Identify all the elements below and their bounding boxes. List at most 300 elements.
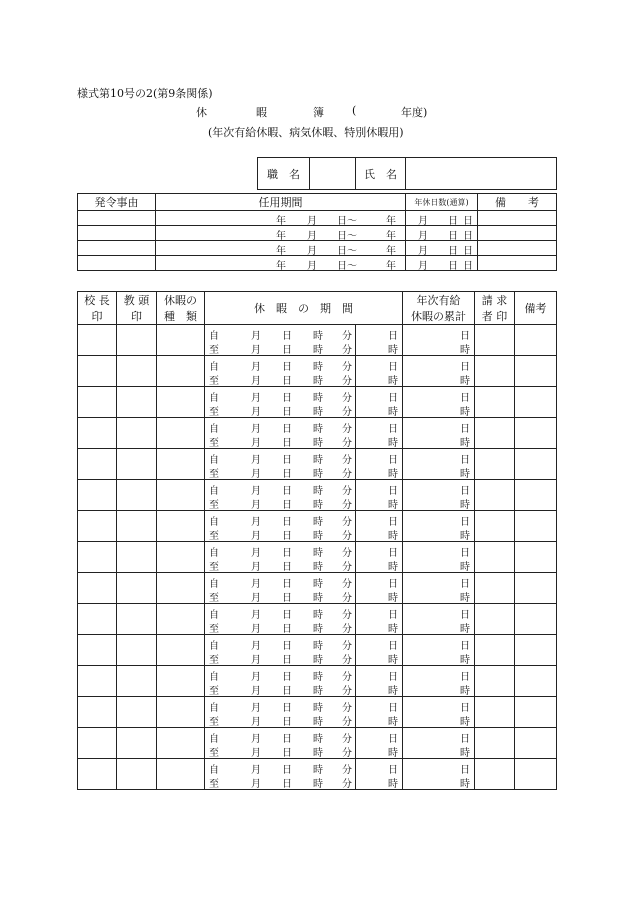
hour-unit: 時 (313, 531, 323, 542)
leave-type-cell[interactable] (157, 356, 205, 387)
hour-unit: 時 (460, 686, 470, 697)
appointment-row (78, 256, 557, 271)
remarks-cell[interactable] (478, 211, 557, 226)
day-unit: 日 (460, 641, 470, 652)
minute-unit: 分 (342, 624, 352, 635)
principal-seal-cell[interactable] (78, 697, 117, 728)
leave-duration-cell[interactable] (356, 480, 403, 511)
day-unit: 日 (282, 641, 292, 652)
leave-type-cell[interactable] (157, 542, 205, 573)
day-unit: 日 (282, 517, 292, 528)
vice-seal-cell[interactable] (117, 666, 157, 697)
day-unit: 日 (282, 703, 292, 714)
requester-seal-cell[interactable] (475, 449, 515, 480)
minute-unit: 分 (342, 655, 352, 666)
hour-unit: 時 (313, 562, 323, 573)
period-token: 年 (386, 261, 396, 272)
col-principal-line2: 印 (91, 310, 103, 323)
form-number: 様式第10号の2(第9条関係) (77, 87, 213, 100)
col-remarks: 備考 (515, 292, 557, 325)
day-unit: 日 (282, 407, 292, 418)
principal-seal-cell[interactable] (78, 480, 117, 511)
cumulative-cell[interactable] (403, 728, 475, 759)
requester-seal-cell[interactable] (475, 542, 515, 573)
requester-seal-cell[interactable] (475, 666, 515, 697)
leave-duration-cell[interactable] (356, 728, 403, 759)
col-principal (78, 292, 117, 325)
leave-type-cell[interactable] (157, 449, 205, 480)
principal-seal-cell[interactable] (78, 728, 117, 759)
requester-seal-cell[interactable] (475, 418, 515, 449)
col-days: 年休日数(通算) (406, 194, 478, 211)
requester-seal-cell[interactable] (475, 325, 515, 356)
leave-type-cell[interactable] (157, 387, 205, 418)
remarks-cell[interactable] (515, 418, 557, 449)
col-leave-type (157, 292, 205, 325)
vice-seal-cell[interactable] (117, 511, 157, 542)
requester-seal-cell[interactable] (475, 480, 515, 511)
hour-unit: 時 (460, 345, 470, 356)
job-title-field[interactable] (310, 158, 356, 190)
vice-seal-cell[interactable] (117, 387, 157, 418)
period-token: 月 (418, 246, 428, 257)
remarks-cell[interactable] (478, 241, 557, 256)
hour-unit: 時 (388, 593, 398, 604)
period-cell[interactable] (156, 226, 458, 242)
leave-duration-cell[interactable] (356, 511, 403, 542)
cumulative-cell[interactable] (403, 418, 475, 449)
vice-seal-cell[interactable] (117, 728, 157, 759)
leave-period-cell[interactable] (205, 759, 356, 790)
leave-row (78, 697, 557, 728)
remarks-cell[interactable] (515, 542, 557, 573)
col-vice-line2: 印 (131, 310, 142, 323)
requester-seal-cell[interactable] (475, 759, 515, 790)
requester-seal-cell[interactable] (475, 573, 515, 604)
remarks-cell[interactable] (515, 511, 557, 542)
day-unit: 日 (463, 231, 473, 242)
requester-seal-cell[interactable] (475, 697, 515, 728)
day-unit: 日 (388, 455, 398, 466)
leave-period-cell[interactable] (205, 728, 356, 759)
vice-seal-cell[interactable] (117, 449, 157, 480)
hour-unit: 時 (313, 331, 323, 342)
reason-cell[interactable] (78, 211, 156, 226)
from-label: 自 (209, 579, 219, 590)
days-cell[interactable] (406, 211, 478, 226)
remarks-cell[interactable] (478, 226, 557, 241)
col-cumulative (403, 292, 475, 325)
leave-row (78, 449, 557, 480)
period-cell[interactable] (156, 241, 458, 257)
name-field[interactable] (406, 158, 557, 190)
leave-duration-cell[interactable] (356, 635, 403, 666)
period-token: 日 (448, 246, 458, 257)
leave-duration-cell[interactable] (356, 542, 403, 573)
day-unit: 日 (460, 734, 470, 745)
day-unit: 日 (282, 424, 292, 435)
hour-unit: 時 (313, 686, 323, 697)
month-unit: 月 (251, 500, 261, 511)
leave-period-cell[interactable] (205, 356, 356, 387)
hour-unit: 時 (313, 765, 323, 776)
day-unit: 日 (388, 734, 398, 745)
vice-seal-cell[interactable] (117, 542, 157, 573)
remarks-cell[interactable] (515, 449, 557, 480)
day-unit: 日 (282, 469, 292, 480)
hour-unit: 時 (313, 624, 323, 635)
period-token: 年 (276, 231, 286, 242)
leave-duration-cell[interactable] (356, 449, 403, 480)
principal-seal-cell[interactable] (78, 604, 117, 635)
day-unit: 日 (388, 641, 398, 652)
hour-unit: 時 (313, 610, 323, 621)
period-token: 日〜 (337, 216, 357, 227)
month-unit: 月 (251, 455, 261, 466)
title-char: 休 (196, 106, 207, 119)
from-label: 自 (209, 331, 219, 342)
day-unit: 日 (282, 593, 292, 604)
cumulative-cell[interactable] (403, 480, 475, 511)
leave-duration-cell[interactable] (356, 325, 403, 356)
remarks-cell[interactable] (515, 697, 557, 728)
cumulative-cell[interactable] (403, 356, 475, 387)
month-unit: 月 (251, 703, 261, 714)
leave-type-cell[interactable] (157, 666, 205, 697)
remarks-cell[interactable] (515, 325, 557, 356)
leave-period-cell[interactable] (205, 573, 356, 604)
to-label: 至 (209, 624, 219, 635)
day-unit: 日 (460, 455, 470, 466)
vice-seal-cell[interactable] (117, 356, 157, 387)
remarks-cell[interactable] (515, 759, 557, 790)
leave-duration-cell[interactable] (356, 604, 403, 635)
to-label: 至 (209, 655, 219, 666)
leave-duration-cell[interactable] (356, 387, 403, 418)
col-requester (475, 292, 515, 325)
leave-row (78, 387, 557, 418)
vice-seal-cell[interactable] (117, 697, 157, 728)
remarks-cell[interactable] (478, 256, 557, 271)
period-cell[interactable] (156, 256, 458, 272)
leave-row (78, 666, 557, 697)
title-char: ( (352, 104, 357, 117)
day-unit: 日 (282, 655, 292, 666)
hour-unit: 時 (313, 672, 323, 683)
hour-unit: 時 (313, 500, 323, 511)
remarks-cell[interactable] (515, 573, 557, 604)
day-unit: 日 (282, 531, 292, 542)
day-unit: 日 (460, 424, 470, 435)
principal-seal-cell[interactable] (78, 511, 117, 542)
to-label: 至 (209, 686, 219, 697)
leave-row (78, 635, 557, 666)
leave-row (78, 325, 557, 356)
vice-seal-cell[interactable] (117, 325, 157, 356)
leave-type-cell[interactable] (157, 573, 205, 604)
hour-unit: 時 (388, 469, 398, 480)
leave-period-cell[interactable] (205, 387, 356, 418)
month-unit: 月 (251, 345, 261, 356)
month-unit: 月 (251, 655, 261, 666)
vice-seal-cell[interactable] (117, 759, 157, 790)
hour-unit: 時 (460, 531, 470, 542)
hour-unit: 時 (388, 748, 398, 759)
leave-type-cell[interactable] (157, 480, 205, 511)
principal-seal-cell[interactable] (78, 666, 117, 697)
hour-unit: 時 (313, 734, 323, 745)
leave-period-cell[interactable] (205, 666, 356, 697)
day-unit: 日 (282, 765, 292, 776)
principal-seal-cell[interactable] (78, 449, 117, 480)
minute-unit: 分 (342, 641, 352, 652)
from-label: 自 (209, 641, 219, 652)
days-cell[interactable] (406, 256, 478, 271)
day-unit: 日 (388, 331, 398, 342)
title-char: 暇 (256, 106, 267, 119)
to-label: 至 (209, 748, 219, 759)
minute-unit: 分 (342, 345, 352, 356)
minute-unit: 分 (342, 517, 352, 528)
to-label: 至 (209, 407, 219, 418)
appointment-row (78, 241, 557, 256)
day-unit: 日 (388, 765, 398, 776)
leave-period-cell[interactable] (205, 604, 356, 635)
to-label: 至 (209, 469, 219, 480)
leave-period-cell[interactable] (205, 542, 356, 573)
period-token: 日 (448, 231, 458, 242)
cumulative-cell[interactable] (403, 666, 475, 697)
day-unit: 日 (282, 486, 292, 497)
cumulative-cell[interactable] (403, 573, 475, 604)
col-period: 任用期間 (156, 194, 406, 211)
principal-seal-cell[interactable] (78, 573, 117, 604)
month-unit: 月 (251, 376, 261, 387)
col-cum-line1: 年次有給 (416, 294, 461, 307)
leave-type-cell[interactable] (157, 325, 205, 356)
hour-unit: 時 (388, 531, 398, 542)
month-unit: 月 (251, 734, 261, 745)
cumulative-cell[interactable] (403, 759, 475, 790)
vice-seal-cell[interactable] (117, 418, 157, 449)
appointment-row (78, 226, 557, 241)
remarks-cell[interactable] (515, 666, 557, 697)
leave-type-cell[interactable] (157, 604, 205, 635)
day-unit: 日 (282, 455, 292, 466)
minute-unit: 分 (342, 424, 352, 435)
appointment-row (78, 211, 557, 226)
period-token: 月 (418, 231, 428, 242)
leave-duration-cell[interactable] (356, 418, 403, 449)
day-unit: 日 (282, 748, 292, 759)
leave-duration-cell[interactable] (356, 759, 403, 790)
from-label: 自 (209, 610, 219, 621)
minute-unit: 分 (342, 562, 352, 573)
requester-seal-cell[interactable] (475, 635, 515, 666)
hour-unit: 時 (388, 624, 398, 635)
remarks-cell[interactable] (515, 635, 557, 666)
title-char: 簿 (313, 106, 324, 119)
vice-seal-cell[interactable] (117, 573, 157, 604)
col-vice-line1: 教 頭 (123, 294, 150, 307)
month-unit: 月 (251, 686, 261, 697)
leave-row (78, 604, 557, 635)
minute-unit: 分 (342, 734, 352, 745)
month-unit: 月 (251, 438, 261, 449)
hour-unit: 時 (388, 655, 398, 666)
cumulative-cell[interactable] (403, 387, 475, 418)
cumulative-cell[interactable] (403, 635, 475, 666)
day-unit: 日 (463, 261, 473, 272)
period-token: 月 (307, 261, 317, 272)
day-unit: 日 (388, 517, 398, 528)
principal-seal-cell[interactable] (78, 418, 117, 449)
day-unit: 日 (282, 579, 292, 590)
principal-seal-cell[interactable] (78, 542, 117, 573)
leave-duration-cell[interactable] (356, 666, 403, 697)
hour-unit: 時 (313, 517, 323, 528)
leave-type-cell[interactable] (157, 697, 205, 728)
leave-period-cell[interactable] (205, 449, 356, 480)
period-token: 月 (307, 246, 317, 257)
hour-unit: 時 (460, 717, 470, 728)
day-unit: 日 (282, 610, 292, 621)
col-remarks: 備 考 (478, 194, 557, 211)
day-unit: 日 (282, 717, 292, 728)
remarks-cell[interactable] (515, 356, 557, 387)
day-unit: 日 (460, 486, 470, 497)
requester-seal-cell[interactable] (475, 728, 515, 759)
hour-unit: 時 (313, 548, 323, 559)
minute-unit: 分 (342, 579, 352, 590)
leave-duration-cell[interactable] (356, 573, 403, 604)
vice-seal-cell[interactable] (117, 635, 157, 666)
month-unit: 月 (251, 469, 261, 480)
cumulative-cell[interactable] (403, 511, 475, 542)
month-unit: 月 (251, 748, 261, 759)
hour-unit: 時 (313, 486, 323, 497)
cumulative-cell[interactable] (403, 604, 475, 635)
days-cell[interactable] (406, 241, 478, 256)
principal-seal-cell[interactable] (78, 356, 117, 387)
reason-cell[interactable] (78, 241, 156, 256)
day-unit: 日 (460, 672, 470, 683)
month-unit: 月 (251, 765, 261, 776)
hour-unit: 時 (460, 562, 470, 573)
hour-unit: 時 (388, 562, 398, 573)
cumulative-cell[interactable] (403, 449, 475, 480)
vice-seal-cell[interactable] (117, 480, 157, 511)
hour-unit: 時 (313, 345, 323, 356)
day-unit: 日 (282, 362, 292, 373)
hour-unit: 時 (388, 376, 398, 387)
leave-duration-cell[interactable] (356, 356, 403, 387)
day-unit: 日 (388, 579, 398, 590)
hour-unit: 時 (460, 438, 470, 449)
leave-period-cell[interactable] (205, 418, 356, 449)
col-req-line1: 請 求 (481, 294, 508, 307)
col-req-line2: 者 印 (481, 310, 508, 323)
requester-seal-cell[interactable] (475, 356, 515, 387)
day-unit: 日 (388, 486, 398, 497)
to-label: 至 (209, 438, 219, 449)
principal-seal-cell[interactable] (78, 387, 117, 418)
period-token: 月 (307, 216, 317, 227)
day-unit: 日 (282, 672, 292, 683)
remarks-cell[interactable] (515, 480, 557, 511)
hour-unit: 時 (388, 717, 398, 728)
reason-cell[interactable] (78, 256, 156, 271)
leave-period-cell[interactable] (205, 325, 356, 356)
leave-type-cell[interactable] (157, 635, 205, 666)
leave-type-cell[interactable] (157, 759, 205, 790)
day-unit: 日 (282, 562, 292, 573)
leave-type-cell[interactable] (157, 418, 205, 449)
hour-unit: 時 (460, 655, 470, 666)
vice-seal-cell[interactable] (117, 604, 157, 635)
hour-unit: 時 (313, 455, 323, 466)
month-unit: 月 (251, 531, 261, 542)
minute-unit: 分 (342, 486, 352, 497)
leave-period-cell[interactable] (205, 697, 356, 728)
minute-unit: 分 (342, 455, 352, 466)
leave-type-cell[interactable] (157, 511, 205, 542)
leave-period-cell[interactable] (205, 511, 356, 542)
principal-seal-cell[interactable] (78, 759, 117, 790)
month-unit: 月 (251, 517, 261, 528)
remarks-cell[interactable] (515, 728, 557, 759)
period-token: 月 (307, 231, 317, 242)
hour-unit: 時 (388, 500, 398, 511)
days-cell[interactable] (406, 226, 478, 241)
minute-unit: 分 (342, 748, 352, 759)
requester-seal-cell[interactable] (475, 511, 515, 542)
principal-seal-cell[interactable] (78, 325, 117, 356)
day-unit: 日 (388, 548, 398, 559)
appointment-table (77, 193, 557, 271)
month-unit: 月 (251, 548, 261, 559)
from-label: 自 (209, 486, 219, 497)
leave-period-cell[interactable] (205, 480, 356, 511)
leave-type-cell[interactable] (157, 728, 205, 759)
cumulative-cell[interactable] (403, 697, 475, 728)
leave-period-cell[interactable] (205, 635, 356, 666)
hour-unit: 時 (460, 376, 470, 387)
day-unit: 日 (460, 765, 470, 776)
requester-seal-cell[interactable] (475, 387, 515, 418)
remarks-cell[interactable] (515, 604, 557, 635)
day-unit: 日 (460, 331, 470, 342)
minute-unit: 分 (342, 531, 352, 542)
period-cell[interactable] (156, 211, 458, 227)
day-unit: 日 (460, 517, 470, 528)
remarks-cell[interactable] (515, 387, 557, 418)
hour-unit: 時 (313, 703, 323, 714)
hour-unit: 時 (460, 779, 470, 790)
minute-unit: 分 (342, 500, 352, 511)
leave-duration-cell[interactable] (356, 697, 403, 728)
requester-seal-cell[interactable] (475, 604, 515, 635)
hour-unit: 時 (313, 748, 323, 759)
col-type-line1: 休暇の (164, 294, 197, 307)
reason-cell[interactable] (78, 226, 156, 241)
principal-seal-cell[interactable] (78, 635, 117, 666)
cumulative-cell[interactable] (403, 325, 475, 356)
day-unit: 日 (460, 393, 470, 404)
month-unit: 月 (251, 672, 261, 683)
cumulative-cell[interactable] (403, 542, 475, 573)
month-unit: 月 (251, 717, 261, 728)
